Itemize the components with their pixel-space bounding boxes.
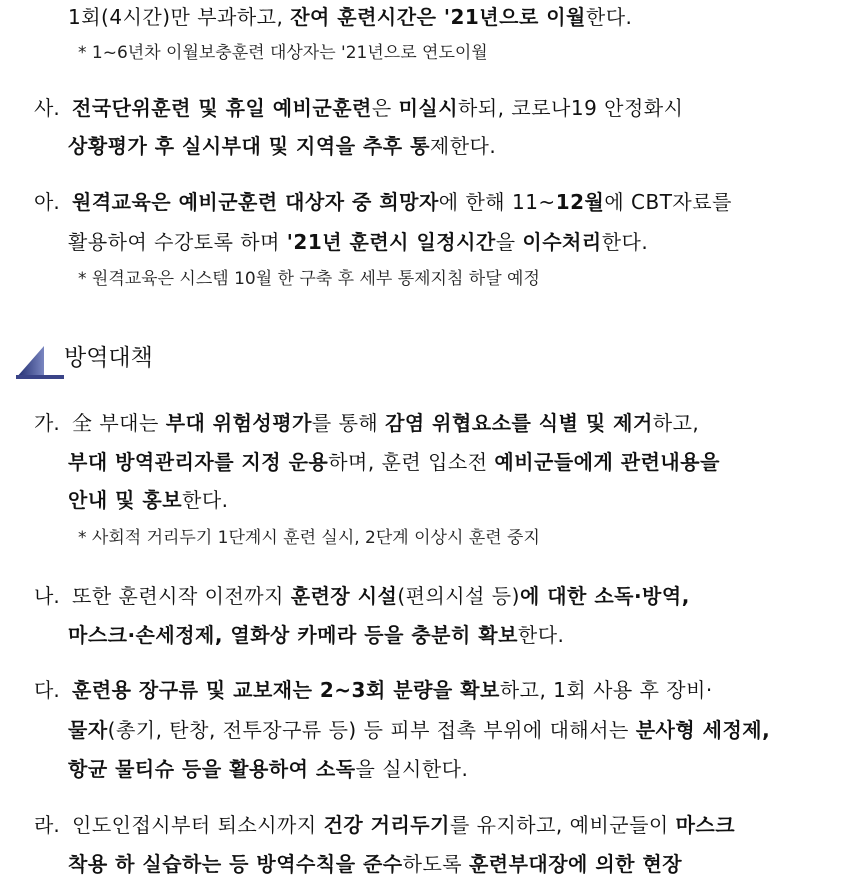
paragraph-line [68, 4, 632, 30]
text-run: 한다. [601, 230, 649, 254]
paragraph-line [68, 133, 496, 159]
item-label-da: 다. [34, 678, 60, 702]
emphasis-text: 상황평가 후 실시부대 및 지역을 추후 통 [68, 134, 430, 158]
text-run: 1회(4시간)만 부과하고, [68, 5, 291, 29]
emphasis-text: 예비군들에게 관련내용을 [494, 450, 720, 474]
emphasis-text: 물자 [68, 718, 108, 742]
text-run: (편의시설 등) [397, 584, 520, 608]
item-label-sa: 사. [34, 96, 60, 120]
text-run: (총기, 탄창, 전투장구류 등) 등 피부 접촉 부위에 대해서는 [107, 718, 636, 742]
emphasis-text: 원격교육은 예비군훈련 대상자 중 희망자 [72, 190, 439, 214]
text-run: 활용하여 수강토록 하며 [68, 230, 287, 254]
paragraph-line [72, 677, 713, 703]
paragraph-line [72, 812, 735, 838]
section-title: 방역대책 [64, 345, 153, 371]
emphasis-text: 감염 위협요소를 식별 및 제거 [385, 411, 653, 435]
text-run: 하도록 [402, 852, 469, 876]
paragraph-line [68, 449, 720, 475]
emphasis-text: 부대 방역관리자를 지정 운용 [68, 450, 329, 474]
text-run: 한다. [182, 488, 229, 512]
text-run: 을 실시한다. [355, 757, 469, 781]
text-run: 를 유지하고, 예비군들이 [449, 813, 676, 837]
emphasis-text: 훈련용 장구류 및 교보재는 2~3회 분량을 확보 [72, 678, 500, 702]
paragraph-line [72, 410, 699, 436]
paragraph-line [72, 189, 732, 215]
paragraph-line [68, 487, 229, 513]
emphasis-text: 착용 하 실습하는 등 방역수칙을 준수 [68, 852, 403, 876]
emphasis-text: 이수처리 [522, 230, 602, 254]
paragraph-line [72, 95, 683, 121]
footnote: * 1~6년차 이월보충훈련 대상자는 '21년으로 연도이월 [78, 43, 488, 63]
text-run: 全 부대는 [72, 411, 166, 435]
emphasis-text: 훈련장 시설 [290, 584, 398, 608]
paragraph-line [68, 717, 770, 743]
emphasis-text: 안내 및 홍보 [68, 488, 183, 512]
paragraph-line [68, 229, 648, 255]
text-run: 한다. [517, 623, 565, 647]
text-run: 하고, [652, 411, 700, 435]
emphasis-text: 마스크·손세정제, 열화상 카메라 등을 충분히 확보 [68, 623, 518, 647]
text-run: 하며, 훈련 입소전 [328, 450, 495, 474]
text-run: 제한다. [429, 134, 497, 158]
text-run: 를 통해 [311, 411, 386, 435]
section-header [14, 338, 234, 384]
emphasis-text: 분사형 세정제, [635, 718, 771, 742]
emphasis-text: 미실시 [398, 96, 459, 120]
emphasis-text: 부대 위험성평가 [165, 411, 312, 435]
emphasis-text: 전국단위훈련 및 휴일 예비군훈련 [72, 96, 372, 120]
text-run: 하고, 1회 사용 후 장비· [499, 678, 713, 702]
text-run: 은 [371, 96, 399, 120]
emphasis-text: 훈련부대장에 의한 현장 [468, 852, 683, 876]
text-run: 하되, 코로나19 안정화시 [458, 96, 684, 120]
section-marker-icon [14, 338, 66, 380]
text-run: 한다. [585, 5, 633, 29]
item-label-a: 아. [34, 190, 60, 214]
item-label-na: 나. [34, 584, 60, 608]
emphasis-text: 에 대한 소독·방역, [519, 584, 690, 608]
paragraph-line [68, 756, 468, 782]
paragraph-line [68, 622, 564, 648]
item-label-ra: 라. [34, 813, 60, 837]
emphasis-text: 건강 거리두기 [323, 813, 450, 837]
text-run: 에 한해 11~ [438, 190, 556, 214]
emphasis-text: 마스크 [675, 813, 736, 837]
emphasis-text: '21년 훈련시 일정시간 [286, 230, 496, 254]
text-run: 또한 훈련시작 이전까지 [72, 584, 291, 608]
paragraph-line [72, 583, 690, 609]
footnote: * 사회적 거리두기 1단계시 훈련 실시, 2단계 이상시 훈련 중지 [78, 528, 540, 548]
emphasis-text: 잔여 훈련시간은 '21년으로 이월 [290, 5, 586, 29]
text-run: 을 [495, 230, 523, 254]
item-label-ga: 가. [34, 411, 60, 435]
emphasis-text: 항균 물티슈 등을 활용하여 소독 [68, 757, 356, 781]
footnote: * 원격교육은 시스템 10월 한 구축 후 세부 통제지침 하달 예정 [78, 269, 540, 289]
emphasis-text: 12월 [555, 190, 605, 214]
text-run: 인도인접시부터 퇴소시까지 [72, 813, 324, 837]
paragraph-line [68, 851, 682, 877]
text-run: 에 CBT자료를 [604, 190, 732, 214]
